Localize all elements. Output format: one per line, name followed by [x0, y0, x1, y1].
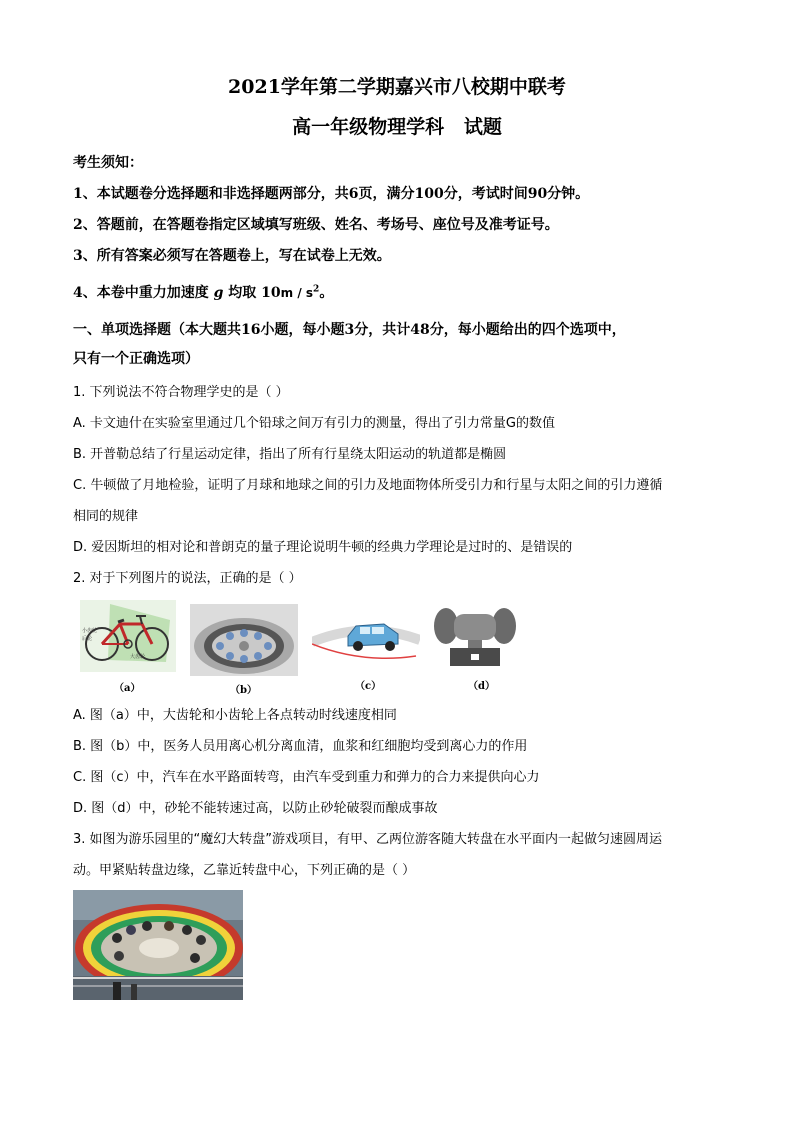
section-heading-line1: 一、单项选择题（本大题共16小题，每小题3分，共计48分，每小题给出的四个选项中，: [73, 322, 626, 338]
q2-option-a: A. 图（a）中，大齿轮和小齿轮上各点转动时线速度相同: [73, 708, 397, 723]
notice-item-1: 1、本试题卷分选择题和非选择题两部分，共6页，满分100分，考试时间90分钟。: [73, 186, 590, 202]
bike-label-small-gear: 小齿轮: [82, 628, 98, 634]
figure-magic-turntable: [73, 890, 243, 1000]
notice-item-4-end: 。: [319, 285, 334, 301]
figure-d-caption: （d）: [468, 681, 495, 692]
notice-item-4-mid: 均取: [228, 285, 257, 301]
section-heading-line2: 只有一个正确选项）: [73, 351, 199, 367]
figure-b-centrifuge: [190, 604, 298, 676]
q1-option-b: B. 开普勒总结了行星运动定律，指出了所有行星绕太阳运动的轨道都是椭圆: [73, 447, 507, 462]
figure-a-caption: （a）: [114, 683, 141, 694]
notice-item-4-prefix: 4、本卷中重力加速度: [73, 285, 209, 301]
figure-c-car-turning: [312, 606, 420, 666]
bike-label-big-gear: 大齿轮: [130, 654, 146, 660]
q2-stem: 2. 对于下列图片的说法，正确的是（ ）: [73, 571, 302, 586]
exam-title: 2021学年第二学期嘉兴市八校期中联考: [228, 76, 566, 98]
q3-stem-line2: 动。甲紧贴转盘边缘，乙靠近转盘中心，下列正确的是（ ）: [73, 863, 416, 878]
q1-stem: 1. 下列说法不符合物理学史的是（ ）: [73, 385, 289, 400]
notice-heading: 考生须知：: [73, 155, 143, 171]
gravity-symbol: g: [213, 285, 224, 301]
gravity-value: 10: [261, 285, 281, 301]
figure-b-caption: （b）: [230, 685, 257, 696]
q1-option-c-line1: C. 牛顿做了月地检验，证明了月球和地球之间的引力及地面物体所受引力和行星与太阳之间的引力遵循: [73, 478, 663, 493]
exam-subtitle: 高一年级物理学科 试题: [292, 116, 502, 138]
figure-d-grinder: [432, 604, 518, 668]
bike-label-rear-wheel: 后轮: [82, 636, 93, 642]
notice-item-4: [73, 282, 333, 302]
q2-option-b: B. 图（b）中，医务人员用离心机分离血清，血浆和红细胞均受到离心力的作用: [73, 739, 528, 754]
q1-option-a: A. 卡文迪什在实验室里通过几个铅球之间万有引力的测量，得出了引力常量G的数值: [73, 416, 556, 431]
q3-stem-line1: 3. 如图为游乐园里的“魔幻大转盘”游戏项目，有甲、乙两位游客随大转盘在水平面内一起做匀速圆周运: [73, 832, 663, 847]
q2-option-c: C. 图（c）中，汽车在水平路面转弯，由汽车受到重力和弹力的合力来提供向心力: [73, 770, 540, 785]
figure-c-caption: （c）: [355, 681, 382, 692]
notice-item-3: 3、所有答案必须写在答题卷上，写在试卷上无效。: [73, 248, 391, 264]
gravity-unit-exponent: 2: [313, 284, 320, 295]
notice-item-2: 2、答题前，在答题卷指定区域填写班级、姓名、考场号、座位号及准考证号。: [73, 217, 559, 233]
gravity-unit: m / s: [280, 286, 314, 300]
q2-option-d: D. 图（d）中，砂轮不能转速过高，以防止砂轮破裂而酿成事故: [73, 801, 438, 816]
q1-option-c-line2: 相同的规律: [73, 509, 139, 524]
figure-a-bicycle: [80, 600, 176, 672]
q1-option-d: D. 爱因斯坦的相对论和普朗克的量子理论说明牛顿的经典力学理论是过时的、是错误的: [73, 540, 573, 555]
